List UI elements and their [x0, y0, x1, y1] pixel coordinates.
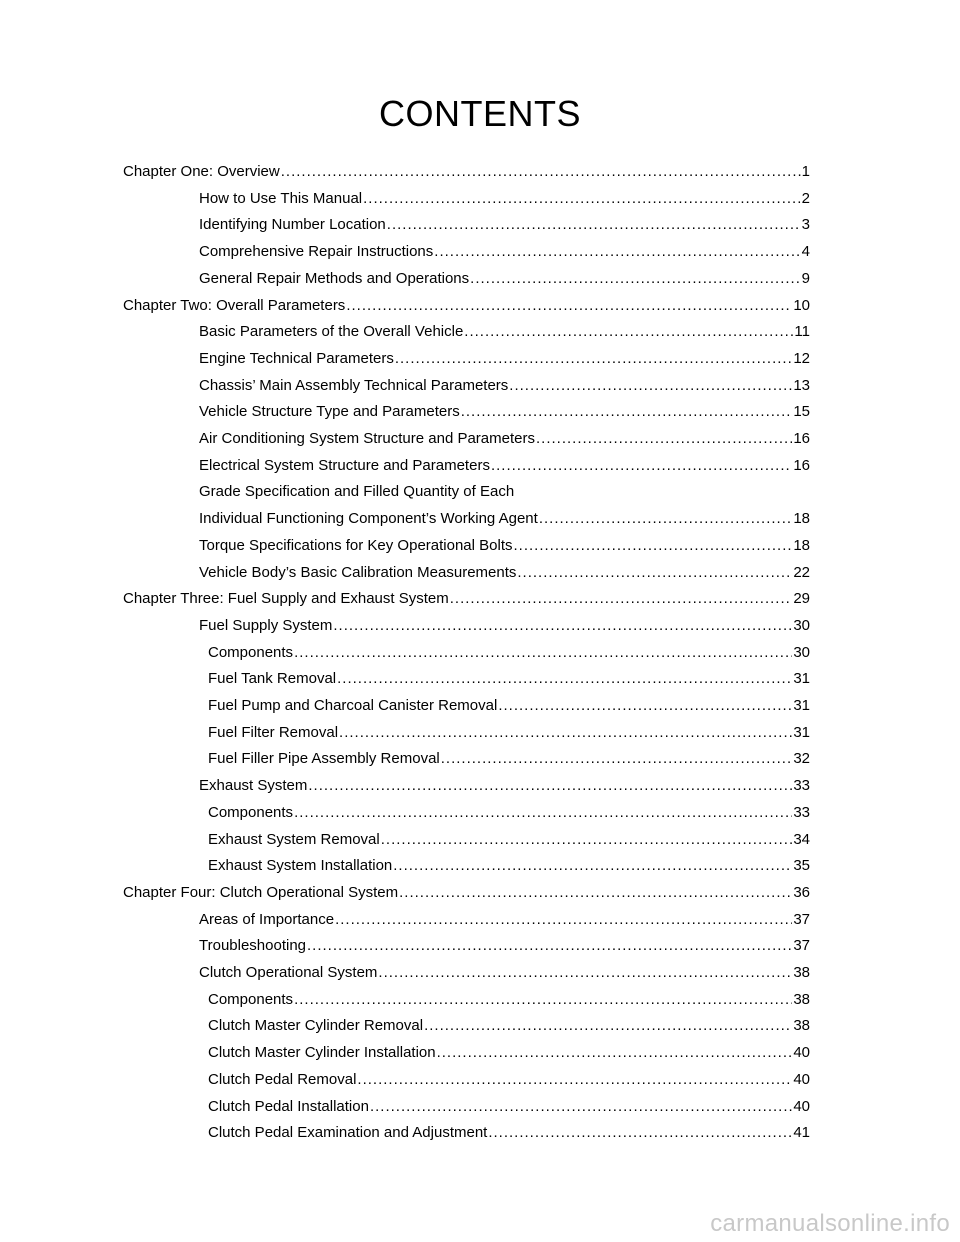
toc-entry-title: Clutch Pedal Examination and Adjustment — [208, 1124, 488, 1142]
toc-entry-title: Individual Functioning Component’s Working Agent — [199, 510, 538, 528]
toc-dot-leader — [539, 507, 792, 531]
toc-dot-leader — [424, 1014, 792, 1038]
toc-entry-title: General Repair Methods and Operations — [199, 269, 470, 287]
page-title: CONTENTS — [379, 93, 581, 134]
toc-dot-leader — [437, 1041, 793, 1065]
toc-entry-title: How to Use This Manual — [199, 189, 363, 207]
toc-entry — [208, 1041, 810, 1065]
toc-entry-title: Clutch Operational System — [199, 964, 378, 981]
toc-dot-leader — [517, 561, 792, 585]
toc-entry-title: Components — [208, 643, 294, 661]
toc-entry-title: Clutch Master Cylinder Installation — [208, 1044, 436, 1062]
toc-entry — [199, 187, 810, 211]
toc-entry-page: 38 — [793, 1017, 810, 1035]
toc-entry-title: Chapter Three: Fuel Supply and Exhaust System — [123, 590, 449, 608]
toc-entry — [199, 213, 810, 237]
toc-entry — [199, 507, 810, 531]
toc-entry-title: Comprehensive Repair Instructions — [199, 243, 434, 261]
toc-entry-title: Vehicle Body’s Basic Calibration Measurements — [199, 563, 517, 581]
toc-dot-leader — [363, 187, 801, 211]
toc-entry — [208, 667, 810, 691]
toc-dot-leader — [488, 1121, 792, 1145]
toc-dot-leader — [381, 828, 793, 852]
toc-entry — [123, 160, 810, 184]
toc-entry — [199, 561, 810, 585]
toc-entry-page: 38 — [793, 964, 810, 981]
toc-dot-leader — [498, 694, 792, 718]
toc-entry-page: 29 — [793, 590, 810, 608]
toc-entry — [199, 240, 810, 264]
toc-entry-title: Exhaust System Removal — [208, 830, 380, 848]
toc-dot-leader — [339, 721, 792, 745]
toc-entry — [199, 320, 810, 344]
toc-entry-title: Chapter Four: Clutch Operational System — [123, 883, 399, 901]
toc-entry — [208, 801, 810, 825]
toc-entry-page: 16 — [793, 456, 810, 474]
toc-entry-page: 31 — [793, 723, 810, 741]
toc-entry — [199, 614, 810, 638]
toc-entry-page: 18 — [793, 510, 810, 528]
toc-entry — [208, 1068, 810, 1092]
toc-entry-title: Exhaust System Installation — [208, 857, 393, 875]
toc-entry — [208, 854, 810, 878]
toc-entry-title: Clutch Pedal Removal — [208, 1070, 357, 1088]
toc-dot-leader — [536, 427, 792, 451]
toc-entry-title: Grade Specification and Filled Quantity of Each — [199, 483, 515, 501]
toc-entry-page: 31 — [793, 670, 810, 688]
toc-entry — [199, 427, 810, 451]
toc-entry-title: Engine Technical Parameters — [199, 349, 394, 367]
toc-entry — [199, 534, 810, 558]
toc-dot-leader — [387, 213, 801, 237]
toc-entry — [199, 480, 810, 504]
toc-dot-leader — [461, 400, 793, 424]
toc-entry-page: 37 — [793, 910, 810, 928]
toc-entry — [208, 1095, 810, 1119]
toc-entry-page: 16 — [793, 430, 810, 447]
toc-dot-leader — [464, 320, 793, 344]
toc-entry-page: 18 — [793, 536, 810, 554]
toc-dot-leader — [393, 854, 792, 878]
toc-dot-leader — [337, 667, 792, 691]
toc-entry — [208, 1014, 810, 1038]
toc-entry-page: 22 — [793, 563, 810, 581]
toc-dot-leader — [370, 1095, 792, 1119]
toc-entry-page: 36 — [793, 883, 810, 901]
toc-dot-leader — [357, 1068, 792, 1092]
toc-entry — [199, 934, 810, 958]
toc-entry-page: 41 — [793, 1124, 810, 1142]
toc-entry-page: 35 — [793, 857, 810, 875]
toc-dot-leader — [399, 881, 792, 905]
toc-entry-page: 30 — [793, 643, 810, 661]
toc-dot-leader — [509, 374, 792, 398]
toc-entry-title: Components — [208, 990, 294, 1008]
toc-entry — [208, 1121, 810, 1145]
toc-entry-title: Vehicle Structure Type and Parameters — [199, 403, 460, 421]
toc-dot-leader — [514, 534, 793, 558]
toc-dot-leader — [450, 587, 793, 611]
toc-entry — [199, 347, 810, 371]
toc-entry — [199, 400, 810, 424]
toc-entry — [208, 641, 810, 665]
toc-dot-leader — [308, 774, 792, 798]
toc-dot-leader — [307, 934, 792, 958]
toc-dot-leader — [434, 240, 800, 264]
toc-entry-title: Clutch Pedal Installation — [208, 1097, 369, 1115]
toc-entry — [208, 747, 810, 771]
watermark-text: carmanualsonline.info — [710, 1210, 950, 1237]
toc-entry-page: 33 — [793, 777, 810, 795]
toc-dot-leader — [441, 747, 793, 771]
toc-entry — [199, 267, 810, 291]
toc-entry-page: 3 — [801, 216, 810, 234]
toc-entry-title: Exhaust System — [199, 777, 308, 795]
toc-entry-title: Chapter Two: Overall Parameters — [123, 296, 346, 314]
toc-entry-page: 13 — [793, 376, 810, 394]
toc-entry-page: 40 — [793, 1070, 810, 1088]
toc-entry-page: 40 — [793, 1097, 810, 1115]
toc-entry-page: 2 — [801, 189, 810, 207]
toc-entry — [208, 694, 810, 718]
toc-entry — [199, 908, 810, 932]
toc-dot-leader — [281, 160, 801, 184]
toc-entry-title: Fuel Pump and Charcoal Canister Removal — [208, 697, 498, 714]
toc-entry-title: Fuel Filter Removal — [208, 723, 339, 741]
toc-entry-page: 33 — [793, 803, 810, 821]
toc-entry — [208, 721, 810, 745]
toc-entry-page: 11 — [794, 323, 810, 341]
toc-dot-leader — [335, 908, 792, 932]
toc-entry — [208, 828, 810, 852]
toc-entry-title: Fuel Tank Removal — [208, 670, 337, 688]
toc-entry — [199, 961, 810, 985]
toc-entry-page: 38 — [793, 990, 810, 1008]
toc-entry-title: Troubleshooting — [199, 937, 307, 955]
toc-entry-page: 15 — [793, 403, 810, 421]
toc-entry-page: 30 — [793, 616, 810, 634]
toc-entry-page: 32 — [793, 750, 810, 768]
toc-entry-title: Chassis’ Main Assembly Technical Parameters — [199, 376, 509, 394]
toc-entry-title: Clutch Master Cylinder Removal — [208, 1017, 424, 1035]
toc-entry-page: 12 — [793, 349, 810, 367]
toc-entry-title: Electrical System Structure and Parameters — [199, 456, 490, 474]
toc-entry — [123, 881, 810, 905]
toc-entry-title: Torque Specifications for Key Operational Bolts — [199, 536, 513, 554]
toc-entry-title: Chapter One: Overview — [123, 163, 280, 180]
toc-dot-leader — [346, 294, 792, 318]
toc-entry — [199, 374, 810, 398]
toc-entry — [199, 774, 810, 798]
toc-entry — [123, 587, 810, 611]
toc-entry-title: Fuel Filler Pipe Assembly Removal — [208, 750, 440, 768]
toc-dot-leader — [470, 267, 801, 291]
toc-dot-leader — [294, 988, 792, 1012]
toc-entry-title: Identifying Number Location — [199, 216, 386, 234]
toc-dot-leader — [333, 614, 792, 638]
toc-entry-title: Areas of Importance — [199, 910, 335, 928]
toc-dot-leader — [294, 801, 792, 825]
toc-entry-page: 40 — [793, 1044, 810, 1062]
toc-entry-page: 34 — [793, 830, 810, 848]
toc-entry-page: 9 — [801, 269, 810, 287]
toc-entry-page: 37 — [793, 937, 810, 955]
toc-entry — [123, 294, 810, 318]
toc-entry-title: Fuel Supply System — [199, 616, 333, 634]
toc-entry-page: 4 — [801, 243, 810, 261]
toc-entry — [208, 988, 810, 1012]
toc-entry-page: 10 — [793, 296, 810, 314]
toc-entry-page: 1 — [801, 163, 810, 180]
toc-entry-title: Components — [208, 803, 294, 821]
toc-entry-title: Basic Parameters of the Overall Vehicle — [199, 323, 464, 341]
toc-dot-leader — [378, 961, 792, 985]
toc-dot-leader — [491, 454, 792, 478]
toc-entry-title: Air Conditioning System Structure and Parameters — [199, 430, 535, 447]
toc-dot-leader — [294, 641, 792, 665]
toc-dot-leader — [395, 347, 792, 371]
toc-entry-page: 31 — [793, 697, 810, 714]
toc-entry — [199, 454, 810, 478]
